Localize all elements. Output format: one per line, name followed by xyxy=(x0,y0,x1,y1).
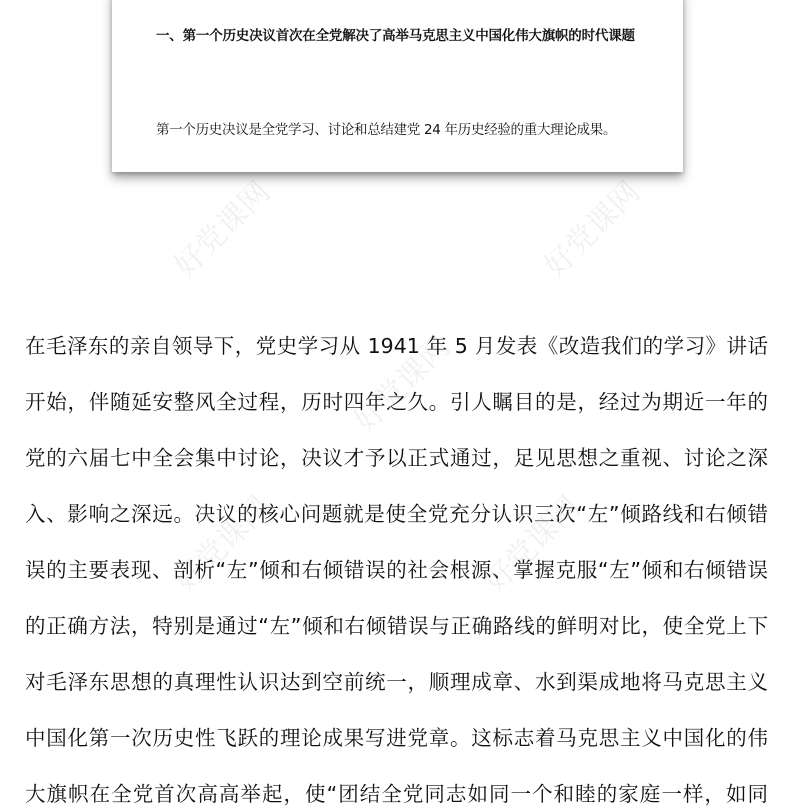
body-line: 对毛泽东思想的真理性认识达到空前统一，顺理成章、水到渠成地将马克思主义 xyxy=(25,670,768,694)
watermark: 好党课网 xyxy=(347,329,458,440)
section-heading: 一、第一个历史决议首次在全党解决了高举马克思主义中国化伟大旗帜的时代课题 xyxy=(156,28,635,44)
body-line: 的正确方法，特别是通过“左”倾和右倾错误与正确路线的鲜明对比，使全党上下 xyxy=(25,614,768,638)
watermark: 好党课网 xyxy=(167,174,278,285)
watermark: 好党课网 xyxy=(167,489,278,600)
watermark: 好党课网 xyxy=(477,489,588,600)
body-line: 中国化第一次历史性飞跃的理论成果写进党章。这标志着马克思主义中国化的伟 xyxy=(25,726,768,750)
body-line: 开始，伴随延安整风全过程，历时四年之久。引人瞩目的是，经过为期近一年的 xyxy=(25,390,768,414)
section-summary: 第一个历史决议是全党学习、讨论和总结建党 24 年历史经验的重大理论成果。 xyxy=(156,122,617,138)
body-line: 入、影响之深远。决议的核心问题就是使全党充分认识三次“左”倾路线和右倾错 xyxy=(25,502,768,526)
body-line: 党的六届七中全会集中讨论，决议才予以正式通过，足见思想之重视、讨论之深 xyxy=(25,446,768,470)
body-line: 误的主要表现、剖析“左”倾和右倾错误的社会根源、掌握克服“左”倾和右倾错误 xyxy=(25,558,768,582)
body-line: 大旗帜在全党首次高高举起，使“团结全党同志如同一个和睦的家庭一样，如同 xyxy=(25,782,768,806)
watermark: 好党课网 xyxy=(537,174,648,285)
excerpt-card xyxy=(112,0,683,172)
body-line: 在毛泽东的亲自领导下，党史学习从 1941 年 5 月发表《改造我们的学习》讲话 xyxy=(25,334,768,358)
